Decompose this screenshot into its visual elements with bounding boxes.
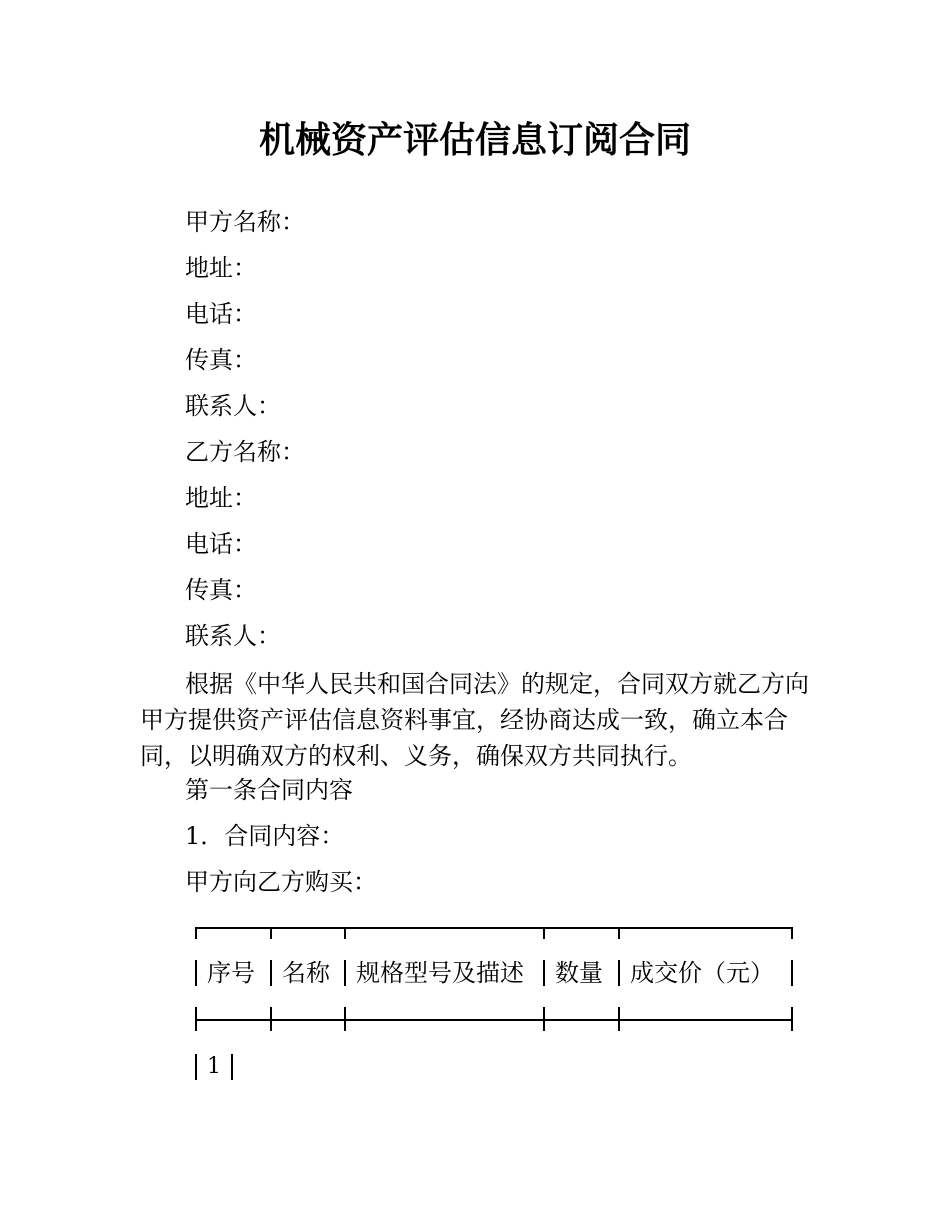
table-header-separator [195, 1019, 792, 1021]
table-top-border [195, 927, 792, 929]
party-a-name-label: 甲方名称： [185, 208, 305, 236]
party-b-address-label: 地址： [185, 484, 257, 512]
table-col-divider [344, 960, 346, 986]
table-row-divider [231, 1054, 233, 1080]
table-mid-tick [270, 1007, 272, 1031]
table-top-tick [543, 927, 545, 939]
table-top-tick [618, 927, 620, 939]
party-b-fax-label: 传真： [185, 576, 257, 604]
table-top-tick [270, 927, 272, 939]
article-1-heading: 第一条合同内容 [185, 776, 353, 804]
table-col-divider [543, 960, 545, 986]
table-mid-tick [618, 1007, 620, 1031]
party-b-phone-label: 电话： [185, 530, 257, 558]
party-b-contact-label: 联系人： [185, 622, 281, 650]
table-col-divider [195, 960, 197, 986]
table-header-cell: 数量 [555, 959, 603, 987]
table-top-tick [344, 927, 346, 939]
table-mid-tick [195, 1007, 197, 1031]
table-header-cell: 序号 [207, 959, 255, 987]
party-a-phone-label: 电话： [185, 300, 257, 328]
table-header-cell: 成交价（元） [630, 959, 774, 987]
intro-paragraph-text: 根据《中华人民共和国合同法》的规定，合同双方就乙方向甲方提供资产评估信息资料事宜，经协商达成一致，确立本合同，以明确双方的权利、义务，确保双方共同执行。 [140, 670, 809, 770]
party-a-fax-label: 传真： [185, 346, 257, 374]
intro-paragraph [140, 666, 820, 774]
table-header-cell: 名称 [282, 959, 330, 987]
clause-1-label: 1．合同内容： [185, 822, 345, 850]
table-row-number: 1 [207, 1054, 221, 1079]
party-a-contact-label: 联系人： [185, 392, 281, 420]
table-header-cell: 规格型号及描述 [356, 959, 524, 987]
table-col-divider [618, 960, 620, 986]
table-col-divider [791, 960, 793, 986]
table-col-divider [270, 960, 272, 986]
table-mid-tick [344, 1007, 346, 1031]
table-mid-tick [543, 1007, 545, 1031]
party-b-name-label: 乙方名称： [185, 438, 305, 466]
party-a-address-label: 地址： [185, 254, 257, 282]
table-top-tick [791, 927, 793, 939]
table-top-tick [195, 927, 197, 939]
table-mid-tick [791, 1007, 793, 1031]
purchase-line: 甲方向乙方购买： [185, 868, 377, 896]
document-title: 机械资产评估信息订阅合同 [258, 120, 691, 161]
table-row-divider [195, 1054, 197, 1080]
